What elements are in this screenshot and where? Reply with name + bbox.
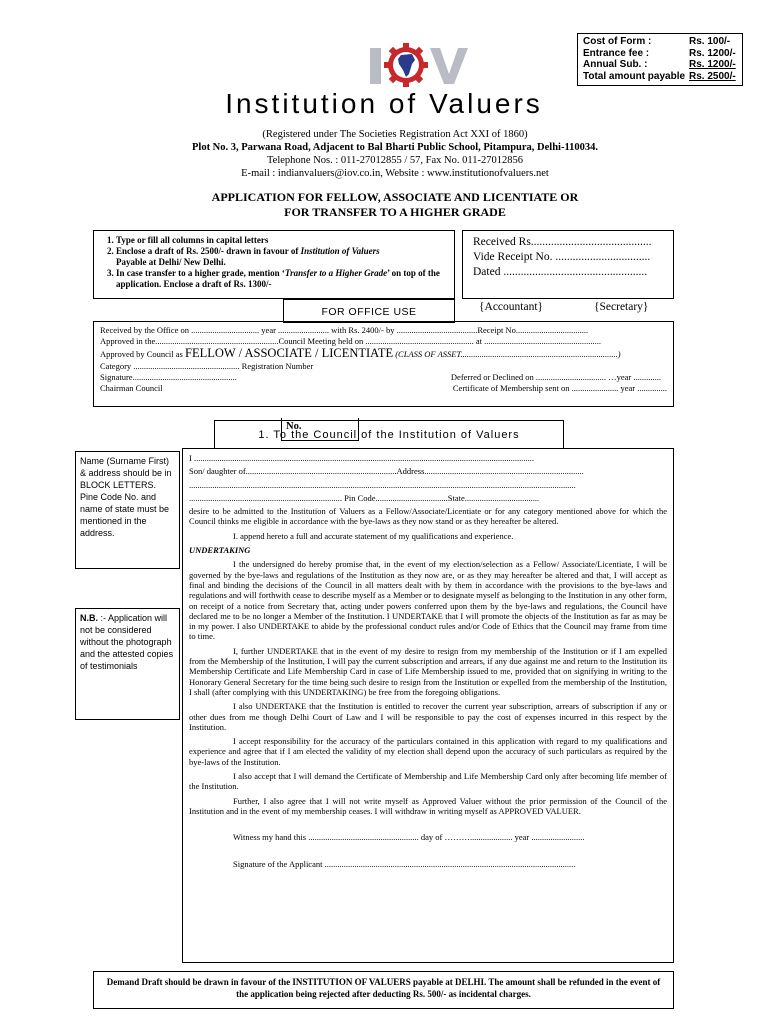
received-by-office-line[interactable]: Received by the Office on ................................ year ........................ with Rs. 2400/- by ......................................Receipt No..................................	[100, 325, 589, 335]
signature-deferred-line[interactable]: Signature................................................. Deferred or Declined on ................................. …year .............	[100, 372, 661, 382]
son-daughter-address-field[interactable]: Son/ daughter of.......................................................................Address...........................................................................	[189, 466, 584, 477]
office-use-label: FOR OFFICE USE	[283, 299, 455, 323]
undertaking-heading: UNDERTAKING	[189, 545, 251, 556]
instruction-2: 2. Enclose a draft of Rs. 2500/- drawn in favour of Institution of Valuers Payable at Delhi/ New Delhi.	[116, 246, 448, 268]
pin-state-field[interactable]: ........................................................................ Pin Code..................................State...................................	[189, 492, 540, 503]
applicant-name-field[interactable]: I ................................................................................................................................................................	[189, 453, 534, 463]
undertaking-paragraph-3: I also UNDERTAKE that the Institution is entitled to recover the current year subscription, arrears of subscription if any or other dues from me though Delhi Court of Law and I will be responsible to pay the cost of expenses incurred in this respect by the Institution.	[189, 701, 667, 732]
instruction-3: 3. In case transfer to a higher grade, mention ‘Transfer to a Higher Grade’ on top of the application. Enclose a draft of Rs. 1300/-	[116, 268, 448, 290]
demand-draft-note: Demand Draft should be drawn in favour of the INSTITUTION OF VALUERS payable at DELHI. The amount shall be refunded in the event of the application being rejected after deducting Rs. 500/- as incidental charges.	[93, 971, 674, 1009]
receipt-box	[462, 230, 674, 299]
secretary-label: {Secretary}	[594, 301, 649, 313]
desire-paragraph: desire to be admitted to the Institution of Valuers as a Fellow/Associate/Licentiate or for any category mentioned above for which the Council thinks me eligible in accordance with the bye-laws as they now stand or as they hereafter be altered.	[189, 506, 667, 527]
fee-label: Annual Sub. :	[583, 59, 648, 70]
fee-row	[583, 71, 737, 83]
fee-amount: Rs. 100/-	[689, 36, 731, 47]
fee-summary-box	[577, 33, 743, 86]
nb-note: N.B. :- Application will not be considered without the photograph and the attested copies of testimonials	[75, 608, 180, 720]
council-heading: 1. To the Council of the Institution of Valuers	[214, 420, 564, 449]
registration-number-box[interactable]: No.	[281, 418, 359, 441]
fee-label: Entrance fee :	[583, 47, 650, 59]
fee-amount: Rs. 1200/-	[689, 47, 736, 59]
fee-amount: Rs. 2500/-	[689, 70, 736, 82]
append-paragraph: I. append hereto a full and accurate statement of my qualifications and experience.	[233, 530, 514, 541]
address-continuation-field[interactable]: ......................................................................................................................................................................................	[189, 479, 576, 490]
fee-row	[583, 59, 737, 71]
application-title-line2: FOR TRANSFER TO A HIGHER GRADE	[284, 205, 506, 219]
dated-field[interactable]: Dated ..................................................	[473, 266, 648, 278]
email-line: E-mail : indianvaluers@iov.co.in, Website : www.institutionofvaluers.net	[241, 168, 549, 179]
chairman-certificate-line[interactable]: Chairman Council Certificate of Membership sent on ...................... year ..............	[100, 383, 667, 393]
undertaking-paragraph-5: I also accept that I will demand the Certificate of Membership and Life Membership Card only after becoming life member of the Institution.	[189, 771, 667, 792]
name-address-note: Name (Surname First) & address should be in BLOCK LETTERS. Pine Code No. and name of state must be mentioned in the address.	[75, 451, 180, 569]
fee-label: Total amount payable	[583, 70, 686, 82]
fee-row	[583, 36, 737, 48]
iov-logo-icon	[368, 40, 472, 88]
instructions-box	[93, 230, 455, 299]
address-line: Plot No. 3, Parwana Road, Adjacent to Bal Bharti Public School, Pitampura, Delhi-110034.	[191, 142, 598, 153]
fee-label: Cost of Form :	[583, 36, 652, 47]
fee-amount: Rs. 1200/-	[689, 59, 736, 70]
witness-line[interactable]: Witness my hand this .................................................... day of ……….................... year .........................	[233, 832, 585, 843]
approved-in-line[interactable]: Approved in the..........................................................Council Meeting held on ................................................... at .......................................................	[100, 336, 601, 346]
instruction-1: 1. Type or fill all columns in capital letters	[116, 235, 448, 246]
application-form-box	[182, 448, 674, 963]
office-use-box	[93, 321, 674, 407]
institution-title: Institution of Valuers	[225, 88, 543, 119]
registration-line: (Registered under The Societies Registration Act XXI of 1860)	[262, 129, 528, 140]
received-rs-field[interactable]: Received Rs..........................................	[473, 236, 652, 248]
undertaking-paragraph-4: I accept responsibility for the accuracy of the particulars contained in this application with regard to my qualifications and experience and agree that if I am elected the validity of my election shall depend upon the accuracy of such particulars as required by the bye-laws of the Institution.	[189, 736, 667, 767]
fee-row	[583, 48, 737, 60]
applicant-signature-line[interactable]: Signature of the Applicant ......................................................................................................................	[233, 858, 576, 869]
category-line[interactable]: Category .................................................. Registration Number	[100, 361, 314, 371]
undertaking-paragraph-1: I the undersigned do hereby promise that, in the event of my election/selection as a Fellow/ Associate/Licentiate, I will be governed by the bye-laws and regulations of the Institution as they now are, or as they may hereafter be altered and that, I will accept as final and binding the decisions of the Council in all matters dealt with by them in accordance with the provisions to the bye-laws and regulations and will forthwith cease to describe myself as a Member or to designate myself as belonging to the Institution in any other form, on receipt of a notice from Secretary that, acting under powers conferred upon them by the bye-laws and regulations, the Council have declared me to be no longer a Member of the Institution. I UNDERTAKE that I will promote the objects of the Institution as far as may be in my power. I also UNDERTAKE to abide by the professional conduct rules and/or Code of Ethics that the Council may frame from time to time.	[189, 559, 667, 642]
approved-by-council-line[interactable]: Approved by Council as FELLOW / ASSOCIATE / LICENTIATE (CLASS OF ASSET..........................................................................)	[100, 347, 621, 360]
iov-logo	[368, 40, 472, 88]
telephone-line: Telephone Nos. : 011-27012855 / 57, Fax No. 011-27012856	[266, 155, 523, 166]
undertaking-paragraph-6: Further, I also agree that I will not write myself as Approved Valuer without the prior permission of the Council of the Institution and in the event of my membership ceases. I will withdraw in writing myself as APPROVED VALUER.	[189, 795, 667, 816]
application-title-line1: APPLICATION FOR FELLOW, ASSOCIATE AND LICENTIATE OR	[211, 190, 579, 204]
accountant-label: {Accountant}	[479, 301, 544, 313]
application-title	[0, 190, 768, 220]
vide-receipt-field[interactable]: Vide Receipt No. .................................	[473, 251, 651, 263]
undertaking-paragraph-2: I, further UNDERTAKE that in the event of my desire to resign from my membership of the Institution or if I am expelled from the Membership of the Institution, I will pay the current subscription and arrears, if any due against me and return to the Institution its Membership Certificate and Life Membership Card in case of Life Membership issued to me, provided that on signifying in writing to the Honorary General Secretary for the time being such desire to resign from the Institution or expelled from the membership of the Institution, I shall (after complying with this UNDERTAKING) be free from the foregoing obligations.	[189, 645, 667, 697]
